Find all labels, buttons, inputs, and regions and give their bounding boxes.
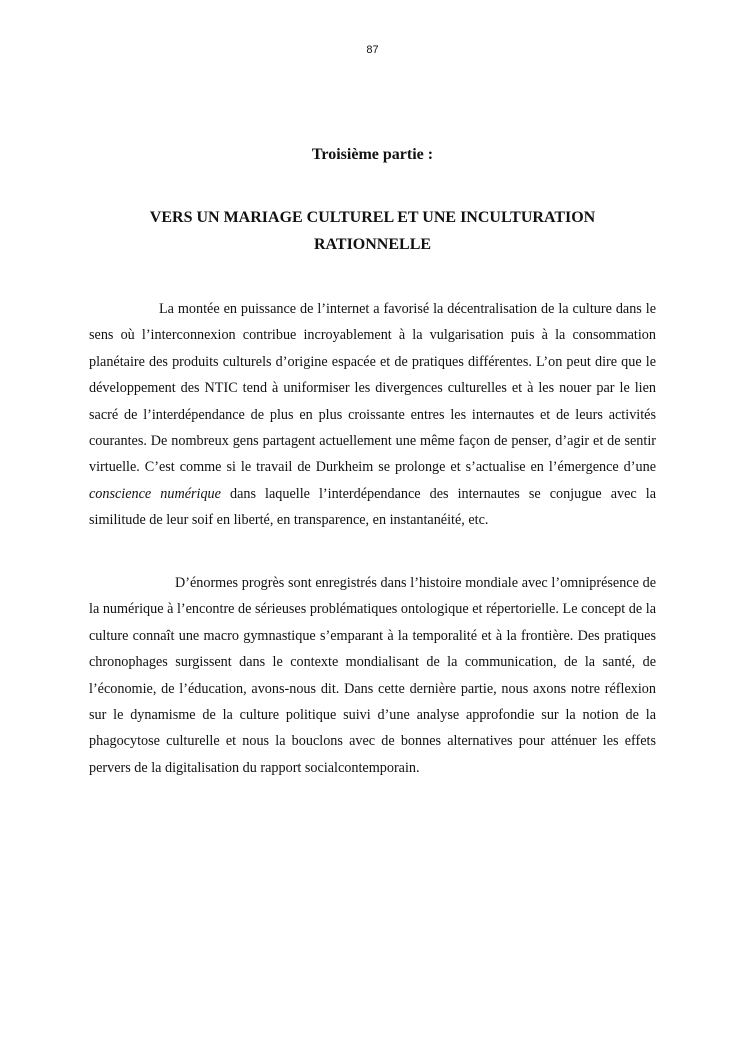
paragraph-1-text-end: dans laquelle l’interdépendance des internautes se conjugue avec la similitude de leur soif en liberté, en transparence, en instantanéité, etc. bbox=[89, 485, 656, 529]
paragraph-2 bbox=[89, 570, 656, 781]
part-heading: Troisième partie : bbox=[311, 146, 434, 163]
paragraph-2-text: D’énormes progrès sont enregistrés dans l’histoire mondiale avec l’omniprésence de la numérique à l’encontre de sérieuses problématiques ontologique et répertorielle. Le concept de la culture connaît une macro gymnastique s’emparant à la temporalité et à la frontière. Des pratiques chronophages surgissent dans le contexte mondialisant de la communication, de la santé, de l’économie, de l’éducation, avons-nous dit. Dans cette dernière partie, nous axons notre réflexion sur le dynamisme de la culture politique suivi d’une analyse approfondie sur la notion de la phagocytose culturelle et nous la bouclons avec de bonnes alternatives pour atténuer les effets pervers de la digitalisation du rapport socialcontemporain. bbox=[89, 575, 656, 776]
page-number: 87 bbox=[366, 44, 379, 56]
paragraph-1 bbox=[89, 296, 656, 534]
paragraph-1-text-start: La montée en puissance de l’internet a favorisé la décentralisation de la culture dans le sens où l’interconnexion contribue incroyablement à la vulgarisation puis à la consommation planétaire des produits culturels d’origine espacée et de pratiques différentes. L’on peut dire que le développement des NTIC tend à uniformiser les divergences culturelles et à les nouer par le lien sacré de l’interdépendance de plus en plus croissante entres les internautes et de leurs activités courantes. De nombreux gens partagent actuellement une même façon de penser, d’agir et de sentir virtuelle. C’est comme si le travail de Durkheim se prolonge et s’actualise en l’émergence d’une bbox=[89, 301, 656, 476]
chapter-title: VERS UN MARIAGE CULTUREL ET UNE INCULTURATION RATIONNELLE bbox=[149, 209, 596, 253]
paragraph-1-emphasis: conscience numérique bbox=[89, 485, 221, 502]
